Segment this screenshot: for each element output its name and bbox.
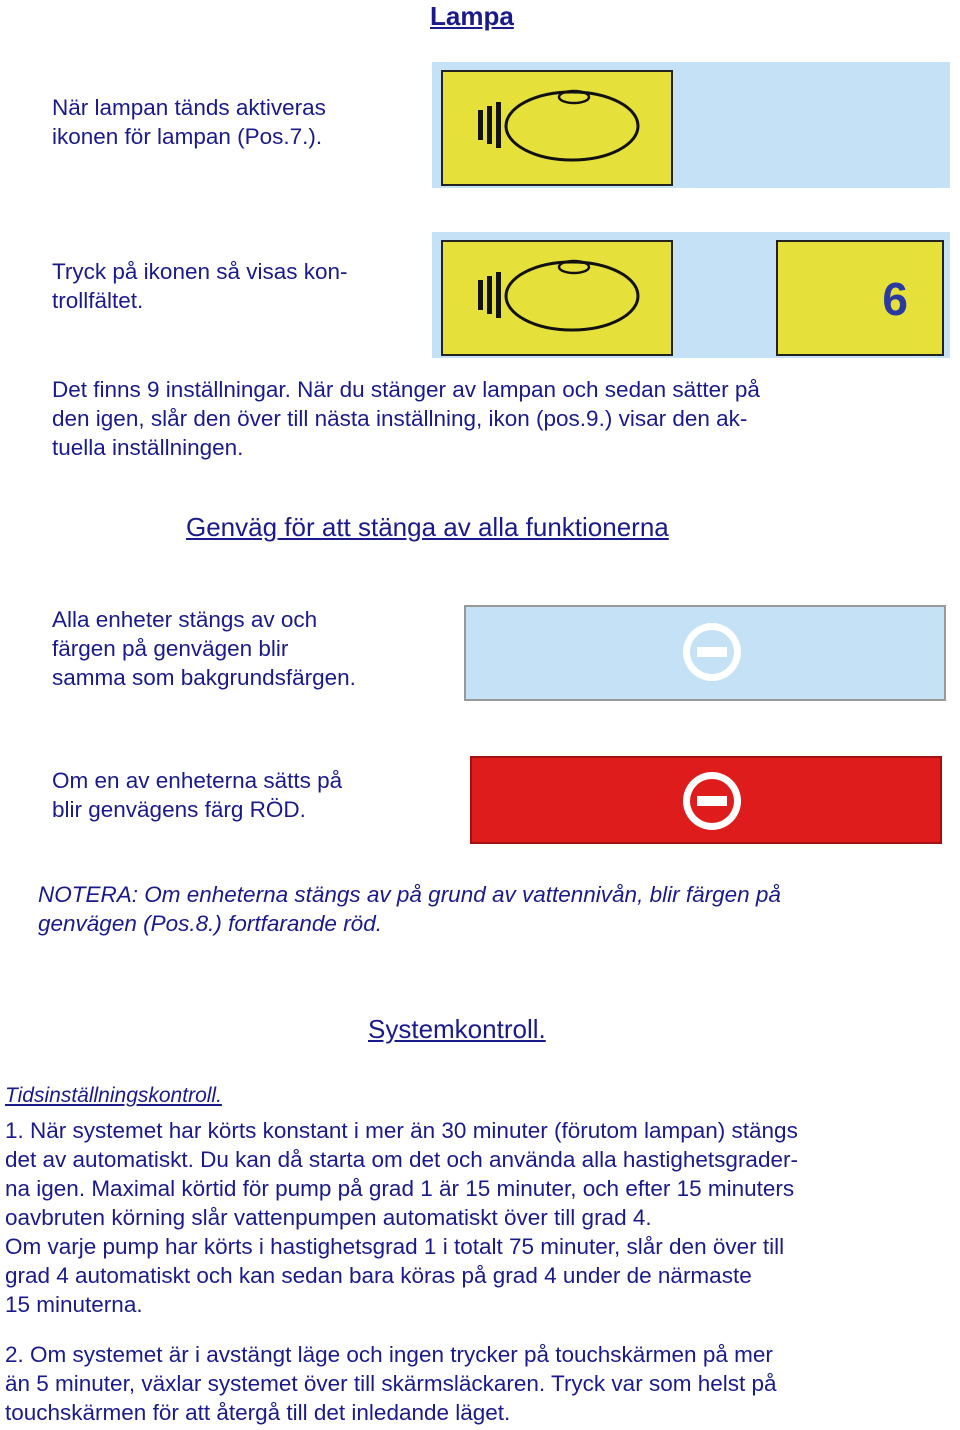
text-line: färgen på genvägen blir — [52, 636, 289, 661]
text-line: än 5 minuter, växlar systemet över till skärmsläckaren. Tryck var som helst på — [5, 1371, 777, 1396]
lamp-button[interactable] — [441, 240, 673, 356]
text-line: blir genvägens färg RÖD. — [52, 797, 306, 822]
lamp-settings-text — [52, 375, 932, 462]
text-line: den igen, slår den över till nästa inställning, ikon (pos.9.) visar den ak- — [52, 406, 748, 431]
lamp-setting-indicator — [776, 240, 944, 356]
text-line: det av automatiskt. Du kan då starta om det och använda alla hastighetsgrader- — [5, 1147, 798, 1172]
text-line: samma som bakgrundsfärgen. — [52, 665, 356, 690]
system-item-2 — [5, 1340, 955, 1427]
text-line: Om en av enheterna sätts på — [52, 768, 343, 793]
lamp-control-text — [52, 257, 348, 315]
system-item-1 — [5, 1116, 955, 1319]
shortcut-button-off[interactable] — [464, 605, 946, 701]
shortcut-off-icon — [472, 758, 940, 842]
text-line: Tryck på ikonen så visas kon- — [52, 259, 348, 284]
text-line: NOTERA: Om enheterna stängs av på grund av vattennivån, blir färgen på — [38, 882, 781, 907]
text-line: oavbruten körning slår vattenpumpen automatiskt över till grad 4. — [5, 1205, 652, 1230]
lamp-intro-text — [52, 93, 326, 151]
setting-number: 6 — [882, 273, 908, 325]
text-line: 1. När systemet har körts konstant i mer än 30 minuter (förutom lampan) stängs — [5, 1118, 798, 1143]
shortcut-off-text — [52, 605, 356, 692]
system-heading: Systemkontroll. — [368, 1014, 546, 1044]
text-line: Det finns 9 inställningar. När du stänger av lampan och sedan sätter på — [52, 377, 760, 402]
lamp-control-panel — [432, 232, 950, 358]
text-line: trollfältet. — [52, 288, 144, 313]
shortcut-heading: Genväg för att stänga av alla funktionerna — [186, 512, 669, 542]
lamp-icon — [443, 72, 671, 184]
text-line: na igen. Maximal körtid för pump på grad 1 är 15 minuter, och efter 15 minuters — [5, 1176, 795, 1201]
system-subheading: Tidsinställningskontroll. — [5, 1084, 222, 1107]
text-line: När lampan tänds aktiveras — [52, 95, 326, 120]
text-line: Alla enheter stängs av och — [52, 607, 318, 632]
text-line: touchskärmen för att återgå till det inledande läget. — [5, 1400, 511, 1425]
text-line: Om varje pump har körts i hastighetsgrad 1 i totalt 75 minuter, slår den över till — [5, 1234, 785, 1259]
text-line: ikonen för lampan (Pos.7.). — [52, 124, 323, 149]
text-line: grad 4 automatiskt och kan sedan bara köras på grad 4 under de närmaste — [5, 1263, 752, 1288]
text-line: tuella inställningen. — [52, 435, 244, 460]
shortcut-off-icon — [466, 607, 944, 699]
shortcut-button-on[interactable] — [470, 756, 942, 844]
text-line: genvägen (Pos.8.) fortfarande röd. — [38, 911, 382, 936]
page-title: Lampa — [430, 1, 514, 31]
lamp-button[interactable] — [441, 70, 673, 186]
note-text — [38, 880, 938, 938]
lamp-panel — [432, 62, 950, 188]
shortcut-on-text — [52, 766, 342, 824]
text-line: 15 minuterna. — [5, 1292, 143, 1317]
text-line: 2. Om systemet är i avstängt läge och ingen trycker på touchskärmen på mer — [5, 1342, 773, 1367]
lamp-icon — [443, 242, 671, 354]
